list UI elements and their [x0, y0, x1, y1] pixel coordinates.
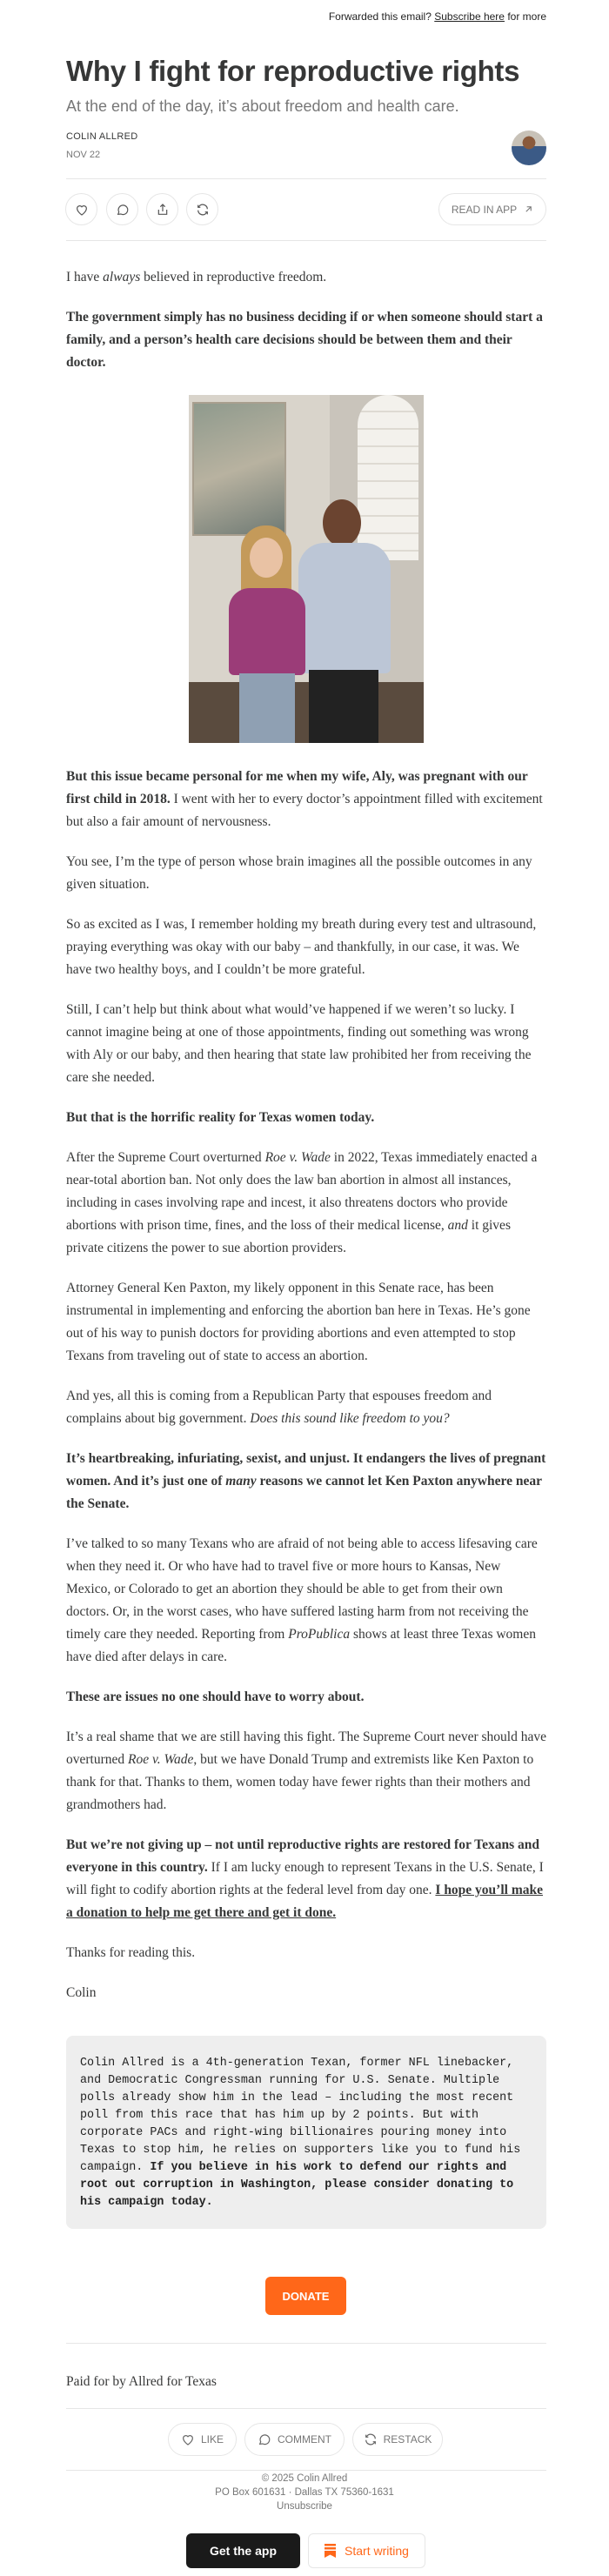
- post-date: NOV 22: [66, 150, 101, 160]
- paragraph: [66, 1726, 546, 1817]
- share-icon: [156, 203, 170, 217]
- divider: [66, 178, 546, 179]
- text-run: Colin Allred is a 4th-generation Texan, former NFL linebacker, and Democratic Congressman running for U.S. Senate. Multiple polls already show him in the lead – including the most recent poll from this race that has him up by 2 points. But with corporate PACs and right-wing billionaires pouring money into Texas to stop him, he relies on supporters like you to fund his campaign.: [80, 2057, 521, 2174]
- body-main: [66, 766, 546, 2004]
- text-run: If I am lucky enough to represent Texans in the U.S. Senate, I will fight to codify abortion rights at the federal level from day one.: [66, 1860, 544, 1897]
- post-photo: [189, 395, 424, 743]
- text-run: Attorney General Ken Paxton, my likely opponent in this Senate race, has been instrumental in implementing and enforcing the abortion ban here in Texas. He’s gone out of his way to punish doctors for providing abortions and even attempted to stop Texans from traveling out of state to access an abortion.: [66, 1281, 531, 1363]
- mailing-address: PO Box 601631 · Dallas TX 75360-1631: [215, 2487, 394, 2498]
- paragraph: [66, 766, 546, 833]
- arrow-up-right-icon: [524, 204, 533, 214]
- post-subtitle: At the end of the day, it’s about freedom and health care.: [66, 97, 459, 115]
- author-name[interactable]: COLIN ALLRED: [66, 131, 138, 142]
- paragraph: [66, 1686, 546, 1709]
- heart-icon: [181, 2432, 195, 2446]
- divider: [66, 2408, 546, 2409]
- divider: [66, 240, 546, 241]
- text-run: many: [225, 1474, 257, 1489]
- share-button[interactable]: [146, 193, 178, 225]
- text-run: I went with her to every doctor’s appointment filled with excitement but also a fair amount of nervousness.: [66, 792, 543, 829]
- text-run: You see, I’m the type of person whose brain imagines all the possible outcomes in any given situation.: [66, 854, 532, 892]
- text-run: But this issue became personal for me when my wife, Aly, was pregnant with our first child in 2018.: [66, 769, 528, 806]
- paid-for-disclaimer: Paid for by Allred for Texas: [66, 2374, 217, 2389]
- text-run: If you believe in his work to defend our rights and root out corruption in Washington, please consider donating to his campaign today.: [80, 2161, 514, 2209]
- comment-bubble-icon: [258, 2432, 271, 2446]
- donation-link[interactable]: I hope you’ll make a donation to help me get there and get it done.: [66, 1883, 543, 1920]
- like-action-button[interactable]: LIKE: [168, 2423, 237, 2456]
- text-run: , but we have Donald Trump and extremists like Ken Paxton to thank for that. Thanks to them, women today have fewer rights than their mothers and grandmothers had.: [66, 1752, 534, 1812]
- forwarded-notice: Forwarded this email? Subscribe here for more: [328, 10, 546, 23]
- paragraph: [66, 1834, 546, 1924]
- post-body: [66, 266, 546, 2229]
- bio-callout: [66, 2036, 546, 2229]
- text-run: in 2022, Texas immediately enacted a near-total abortion ban. Not only does the law ban abortion in almost all instances, including in cases involving rape and incest, it also threatens doctors who provide abortions with prison time, fines, and the loss of their medical license,: [66, 1150, 538, 1233]
- text-run: These are issues no one should have to worry about.: [66, 1689, 365, 1704]
- text-run: Does this sound like freedom to you?: [250, 1411, 450, 1426]
- text-run: Thanks for reading this.: [66, 1945, 196, 1960]
- like-button[interactable]: [65, 193, 97, 225]
- text-run: After the Supreme Court overturned: [66, 1150, 265, 1165]
- text-run: It’s a real shame that we are still having this fight. The Supreme Court never should have overturned: [66, 1730, 546, 1767]
- comment-button[interactable]: [106, 193, 138, 225]
- donate-button[interactable]: DONATE: [265, 2277, 346, 2315]
- text-run: But we’re not giving up – not until reproductive rights are restored for Texans and everyone in this country.: [66, 1837, 539, 1875]
- text-run: And yes, all this is coming from a Republican Party that espouses freedom and complains about big government.: [66, 1388, 492, 1426]
- paragraph: [66, 1448, 546, 1515]
- divider: [66, 2343, 546, 2344]
- text-run: The government simply has no business deciding if or when someone should start a family, and a person’s health care decisions should be between them and their doctor.: [66, 310, 543, 370]
- paragraph: [66, 266, 546, 289]
- restack-icon: [364, 2432, 378, 2446]
- text-run: shows at least three Texas women have died after delays in care.: [66, 1627, 536, 1664]
- read-in-app-button[interactable]: READ IN APP: [438, 193, 546, 225]
- paragraph: [66, 851, 546, 896]
- heart-icon: [75, 203, 89, 217]
- divider: [66, 2470, 546, 2471]
- text-run: believed in reproductive freedom.: [140, 270, 327, 284]
- text-run: I’ve talked to so many Texans who are afraid of not being able to access lifesaving care when they need it. Or who have had to travel five or more hours to Kansas, New Mexico, or Colorado to get an abortion they should be able to get from their own doctors. Or, in the worst cases, who have suffered lasting harm from not receiving the timely care they needed. Reporting from: [66, 1536, 538, 1642]
- comment-bubble-icon: [116, 203, 130, 217]
- text-run: So as excited as I was, I remember holding my breath during every test and ultrasound, praying everything was okay with our baby – and thankfully, in our case, it was. We have two healthy boys, and I couldn’t be more grateful.: [66, 917, 537, 977]
- text-run: Roe v. Wade: [128, 1752, 194, 1767]
- text-run: I have: [66, 270, 104, 284]
- post-title: Why I fight for reproductive rights: [66, 55, 520, 87]
- text-run: and: [447, 1218, 468, 1233]
- restack-action-button[interactable]: RESTACK: [352, 2423, 443, 2456]
- bookmark-icon: [325, 2544, 336, 2558]
- subscribe-link[interactable]: Subscribe here: [434, 10, 505, 23]
- text-run: Still, I can’t help but think about what would’ve happened if we weren’t so lucky. I cannot imagine being at one of those appointments, finding out something was wrong with Aly or our baby, and then hearing that state law prohibited her from receiving the care she needed.: [66, 1002, 532, 1085]
- copyright: © 2025 Colin Allred: [261, 2473, 348, 2484]
- start-writing-button[interactable]: Start writing: [308, 2533, 425, 2568]
- paragraph: [66, 1107, 546, 1129]
- paragraph: [66, 1942, 546, 1964]
- paragraph: [66, 999, 546, 1089]
- restack-button[interactable]: [186, 193, 218, 225]
- text-run: always: [103, 270, 141, 284]
- paragraph: [66, 1277, 546, 1368]
- get-app-button[interactable]: Get the app: [186, 2533, 300, 2568]
- paragraph: [66, 1385, 546, 1430]
- restack-icon: [196, 203, 210, 217]
- text-run: Colin: [66, 1985, 97, 2000]
- text-run: Roe v. Wade: [264, 1150, 331, 1165]
- paragraph: [66, 1147, 546, 1260]
- paragraph: [66, 1982, 546, 2004]
- unsubscribe-link[interactable]: Unsubscribe: [277, 2501, 332, 2512]
- text-run: reasons we cannot let Ken Paxton anywhere near the Senate.: [66, 1474, 542, 1511]
- author-avatar[interactable]: [512, 130, 546, 165]
- body-intro: [66, 266, 546, 374]
- comment-action-button[interactable]: COMMENT: [244, 2423, 345, 2456]
- text-run: It’s heartbreaking, infuriating, sexist, and unjust. It endangers the lives of pregnant women. And it’s just one of: [66, 1451, 546, 1489]
- text-run: But that is the horrific reality for Texas women today.: [66, 1110, 375, 1125]
- text-run: it gives private citizens the power to sue abortion providers.: [66, 1218, 511, 1255]
- text-run: ProPublica: [288, 1627, 351, 1642]
- paragraph: [66, 1533, 546, 1669]
- paragraph: [66, 913, 546, 981]
- paragraph: [66, 306, 546, 374]
